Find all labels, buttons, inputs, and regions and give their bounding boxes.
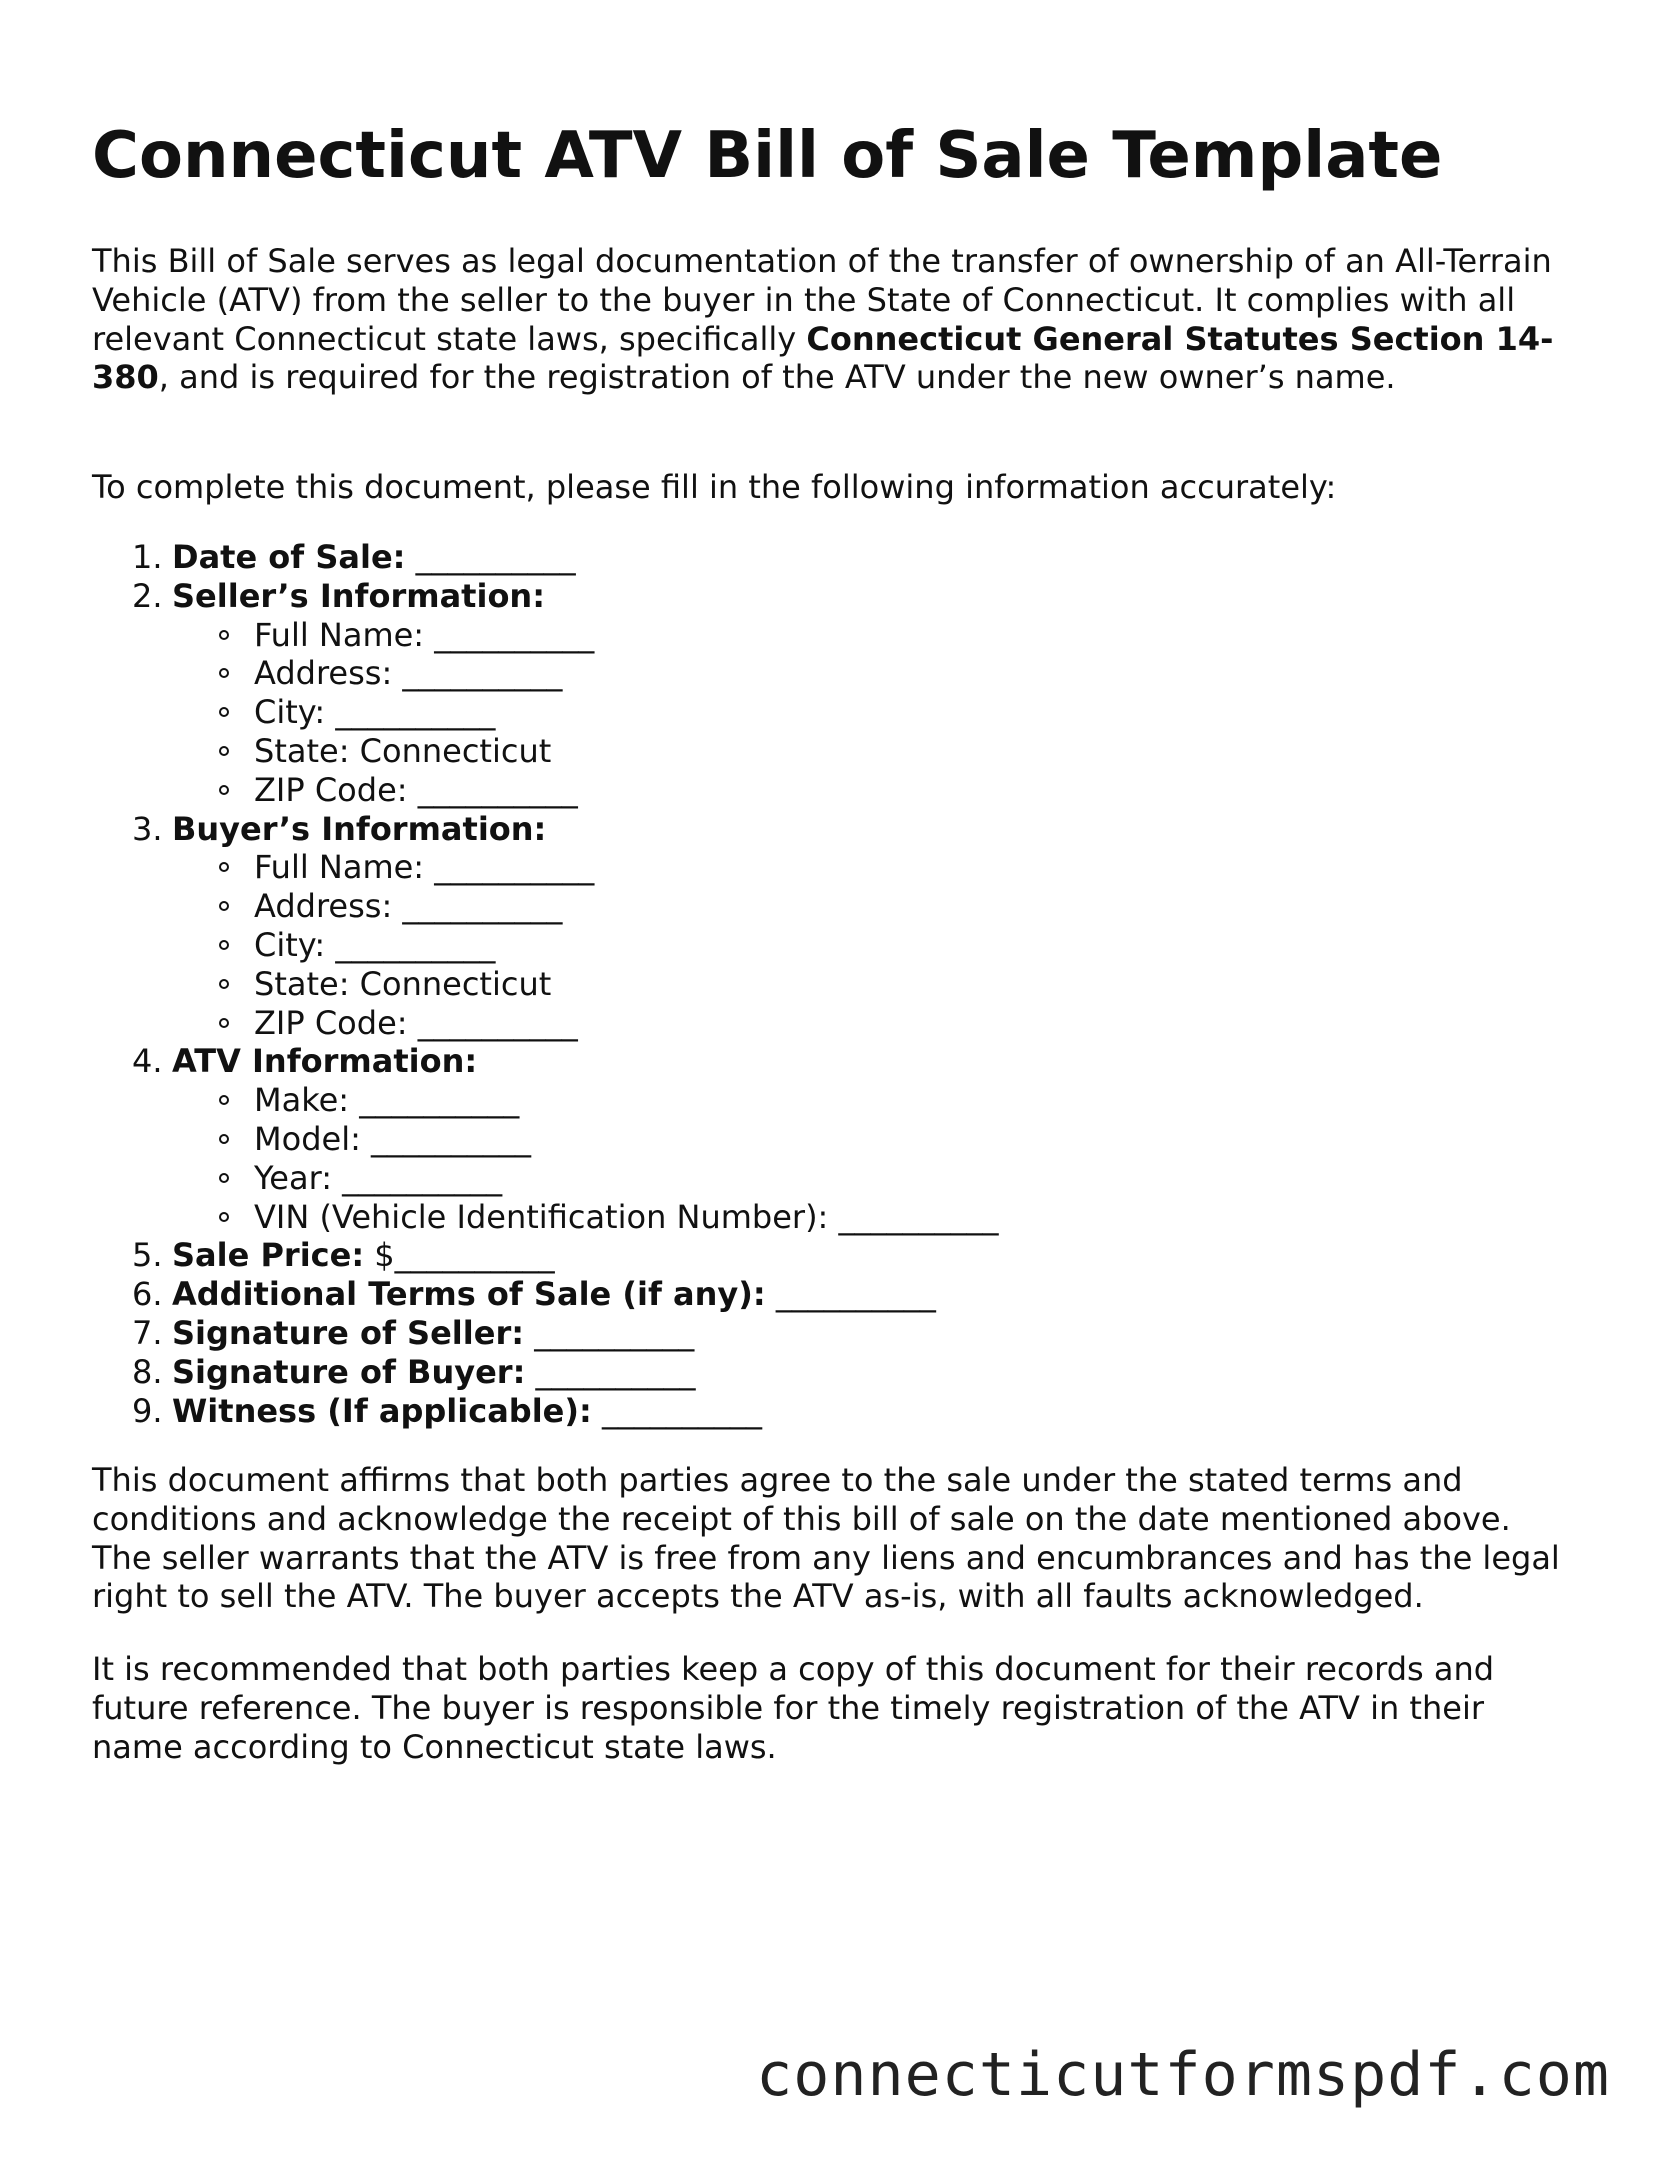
buyer-full-name: Full Name: __________: [172, 848, 999, 887]
field-number: 7.: [132, 1313, 163, 1352]
atv-subitems: [172, 1081, 999, 1236]
circle-bullet-icon: [219, 979, 229, 989]
field-blank: $__________: [364, 1236, 555, 1275]
circle-bullet-icon: [219, 785, 229, 795]
field-label: Signature of Buyer:: [172, 1352, 526, 1391]
field-blank: __________: [591, 1391, 762, 1430]
circle-bullet-icon: [219, 707, 229, 717]
affirmation-text: This document affirms that both parties agree to the sale under the stated terms and conditions and acknowledge the receipt of this bill of sale on the date mentioned above. The seller warrants that the ATV is free from any liens and encumbrances and has the legal right to sell the ATV. The buyer accepts the ATV as-is, with all faults acknowledged.: [92, 1461, 1560, 1616]
circle-bullet-icon: [219, 1212, 229, 1222]
circle-bullet-icon: [219, 1095, 229, 1105]
field-number: 6.: [132, 1275, 163, 1314]
field-label: Buyer’s Information:: [172, 809, 547, 848]
field-label: Signature of Seller:: [172, 1313, 525, 1352]
intro-paragraph: [92, 242, 1568, 397]
field-number: 5.: [132, 1236, 163, 1275]
field-label: Sale Price:: [172, 1236, 365, 1275]
field-buyer-information: [92, 810, 999, 1043]
field-number: 3.: [132, 809, 163, 848]
field-label: Witness (If applicable):: [172, 1391, 592, 1430]
field-label: ATV Information:: [172, 1042, 478, 1081]
field-signature-buyer: [92, 1353, 999, 1392]
document-title: Connecticut ATV Bill of Sale Template: [92, 119, 1443, 193]
buyer-zip-code: ZIP Code: __________: [172, 1004, 999, 1043]
circle-bullet-icon: [219, 1018, 229, 1028]
buyer-state: State: Connecticut: [172, 965, 999, 1004]
seller-full-name: Full Name: __________: [172, 616, 999, 655]
seller-address: Address: __________: [172, 654, 999, 693]
buyer-subitems: [172, 848, 999, 1042]
circle-bullet-icon: [219, 1134, 229, 1144]
instruction-paragraph: [92, 468, 1568, 507]
field-sale-price: [92, 1236, 999, 1275]
circle-bullet-icon: [219, 630, 229, 640]
seller-subitems: [172, 616, 999, 810]
field-number: 1.: [132, 538, 163, 576]
field-label: Date of Sale:: [172, 538, 406, 576]
circle-bullet-icon: [219, 862, 229, 872]
seller-zip-code: ZIP Code: __________: [172, 771, 999, 810]
atv-model: Model: __________: [172, 1120, 999, 1159]
circle-bullet-icon: [219, 668, 229, 678]
seller-city: City: __________: [172, 693, 999, 732]
field-number: 4.: [132, 1042, 163, 1081]
field-additional-terms: [92, 1275, 999, 1314]
seller-state: State: Connecticut: [172, 732, 999, 771]
recommendation-text: It is recommended that both parties keep a copy of this document for their records and future reference. The buyer is responsible for the timely registration of the ATV in their name according to Connecticut state laws.: [92, 1650, 1495, 1766]
buyer-address: Address: __________: [172, 887, 999, 926]
buyer-city: City: __________: [172, 926, 999, 965]
atv-vin: VIN (Vehicle Identification Number): __________: [172, 1198, 999, 1237]
field-witness: [92, 1392, 999, 1431]
watermark-url: connecticutformspdf.com: [756, 2040, 1610, 2110]
field-number: 2.: [132, 576, 163, 615]
field-label: Seller’s Information:: [172, 576, 545, 615]
circle-bullet-icon: [219, 901, 229, 911]
field-blank: __________: [524, 1313, 695, 1352]
field-date-of-sale: [92, 538, 999, 577]
circle-bullet-icon: [219, 940, 229, 950]
affirmation-paragraph: [92, 1461, 1568, 1616]
recommendation-paragraph: [92, 1650, 1568, 1766]
atv-make: Make: __________: [172, 1081, 999, 1120]
intro-text-part1: This Bill of Sale serves as legal documentation of the transfer of ownership of an All-Terrain Vehicle (ATV) from the seller to the buyer in the State of Connecticut. It complies with all relevant Connecticut state laws, specifically: [92, 242, 1552, 358]
field-seller-information: [92, 577, 999, 810]
field-label: Additional Terms of Sale (if any):: [172, 1275, 766, 1314]
circle-bullet-icon: [219, 746, 229, 756]
atv-year: Year: __________: [172, 1159, 999, 1198]
fields-list: [92, 538, 999, 1430]
field-blank: __________: [765, 1275, 936, 1314]
circle-bullet-icon: [219, 1173, 229, 1183]
field-blank: __________: [525, 1352, 696, 1391]
intro-text-part2: , and is required for the registration of the ATV under the new owner’s name.: [158, 358, 1396, 397]
field-signature-seller: [92, 1314, 999, 1353]
field-number: 8.: [132, 1352, 163, 1391]
statute-reference: Connecticut General Statutes Section 14-380: [92, 319, 1554, 397]
field-number: 9.: [132, 1391, 163, 1430]
field-blank: __________: [405, 538, 576, 576]
field-atv-information: [92, 1042, 999, 1236]
instruction-text: To complete this document, please fill in the following information accurately:: [92, 468, 1337, 506]
